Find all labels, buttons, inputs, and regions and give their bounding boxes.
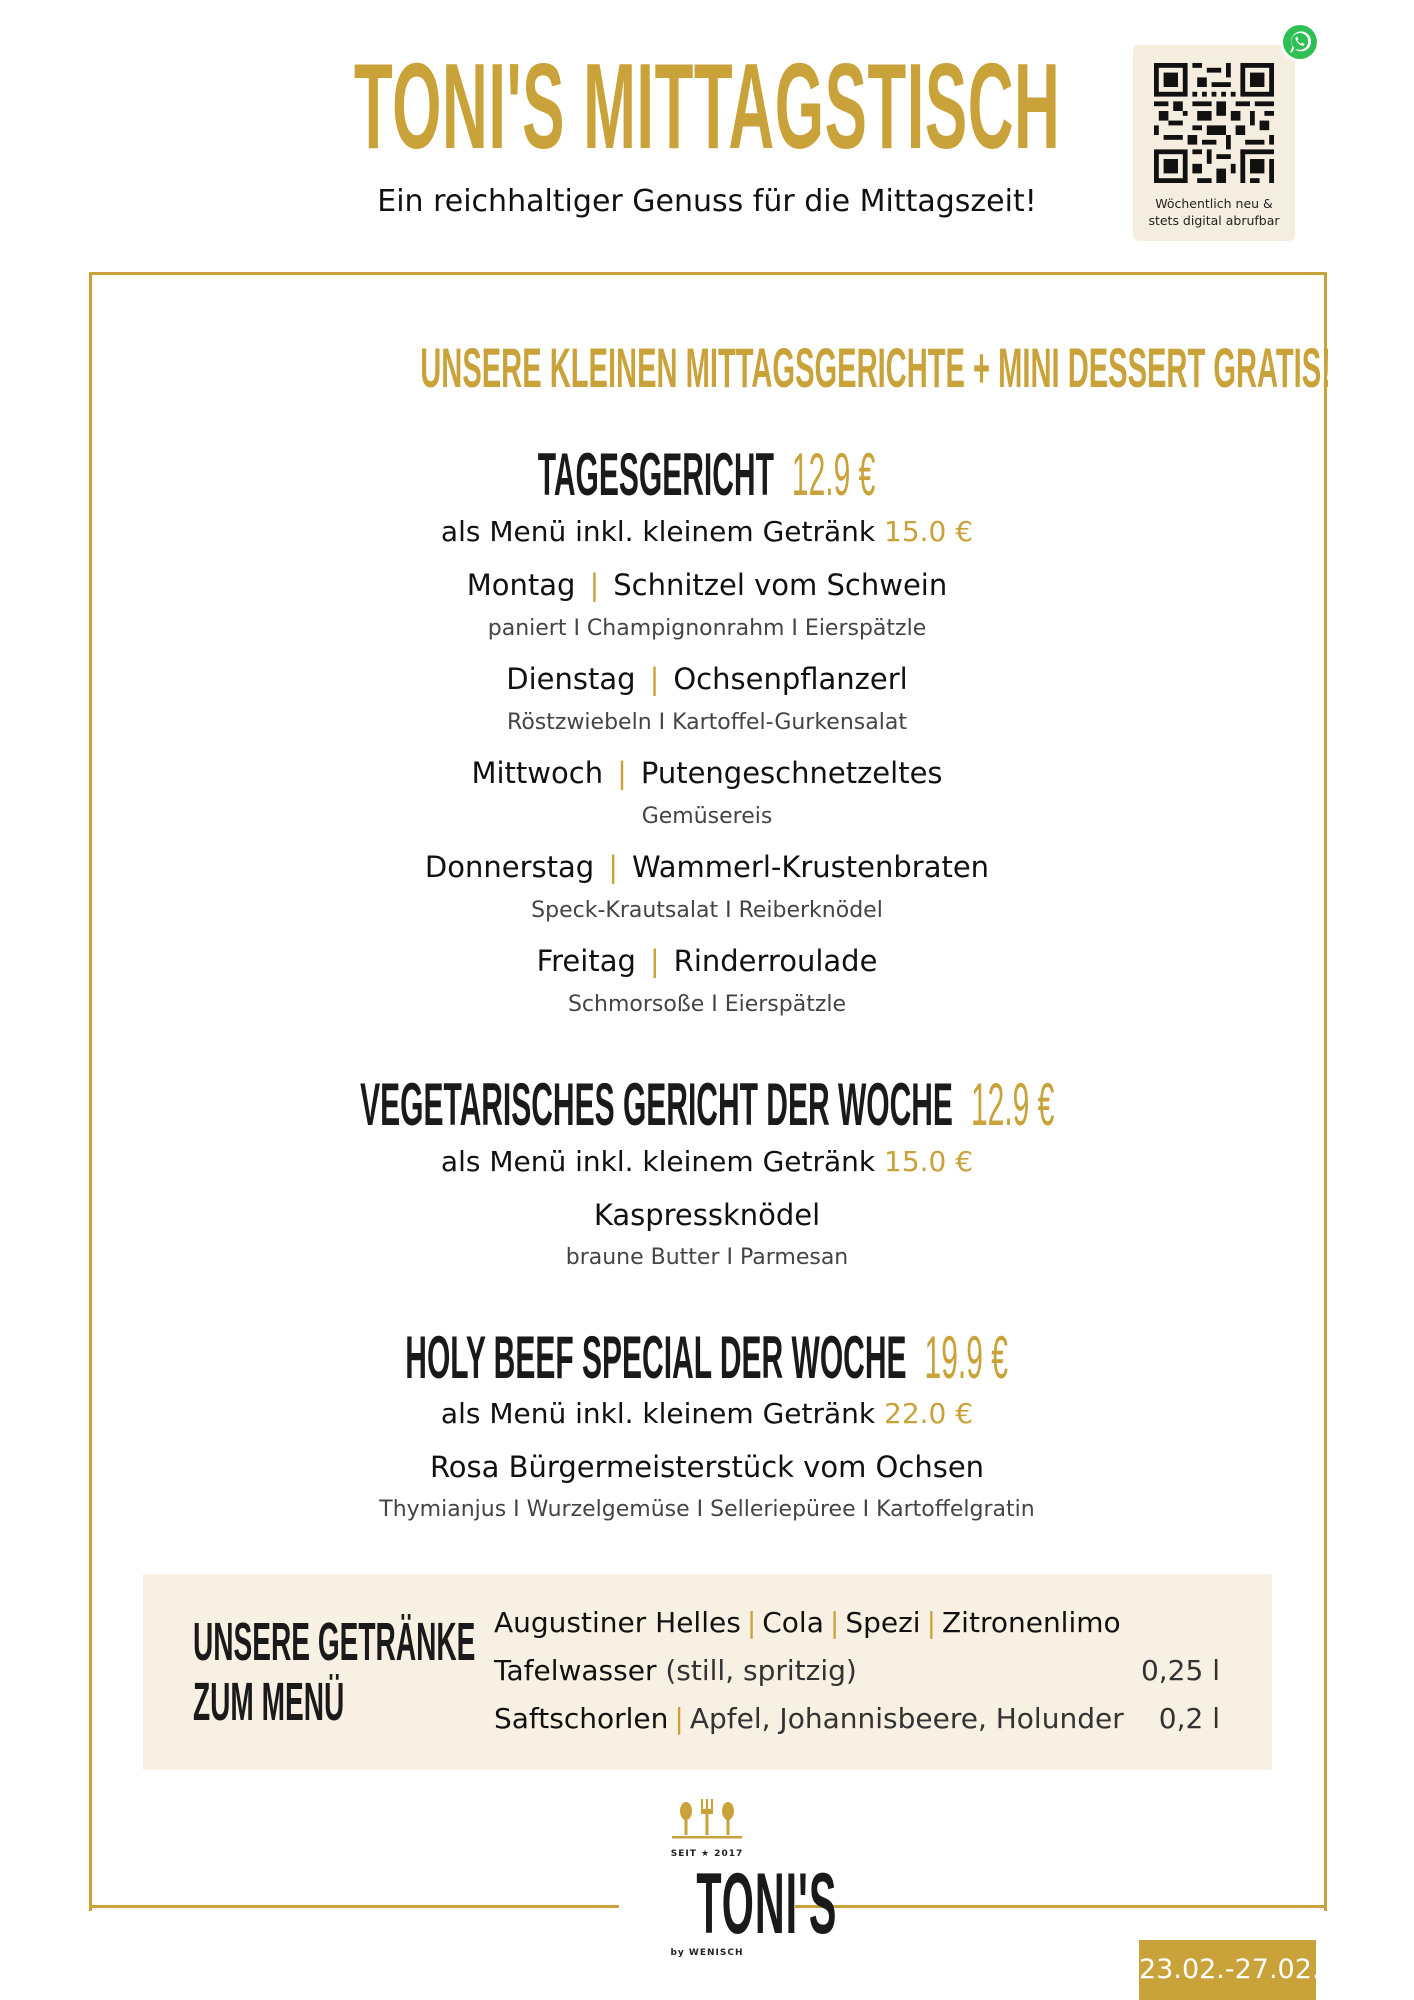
dish-description: Speck-Krautsalat I Reiberknödel — [531, 898, 883, 923]
drink-item: Zitronenlimo — [942, 1606, 1121, 1639]
day-name: Mittwoch — [471, 756, 604, 790]
separator: | — [674, 1702, 684, 1735]
qr-caption — [1133, 195, 1295, 229]
separator: | — [589, 568, 600, 602]
promo-heading — [0, 336, 1414, 399]
dish-name: Schnitzel vom Schwein — [613, 568, 948, 602]
qr-caption-line2: stets digital abrufbar — [1148, 213, 1280, 228]
section-title: VEGETARISCHES GERICHT DER WOCHE — [359, 1071, 953, 1138]
qr-code[interactable] — [1154, 63, 1274, 183]
section-heading-wrap — [405, 1324, 1009, 1391]
menu-offer-price: 15.0 € — [884, 1145, 974, 1178]
day-row-tuesday — [0, 662, 1414, 696]
section-tagesgericht-heading — [0, 441, 1414, 508]
section-vegetarisch-heading — [0, 1071, 1414, 1138]
section-price: 19.9 € — [924, 1324, 1009, 1391]
drinks-heading-line2: ZUM MENÜ — [193, 1672, 345, 1732]
dish-description: Thymianjus I Wurzelgemüse I Selleriepüree I Kartoffelgratin — [379, 1497, 1035, 1522]
drink-item: Spezi — [845, 1606, 921, 1639]
page-subtitle: Ein reichhaltiger Genuss für die Mittagszeit! — [377, 184, 1037, 219]
whatsapp-icon[interactable] — [1279, 21, 1321, 63]
cutlery-icon — [672, 1797, 742, 1843]
drink-item: Augustiner Helles — [494, 1606, 741, 1639]
dish-name: Putengeschnetzeltes — [640, 756, 943, 790]
separator: | — [649, 944, 660, 978]
frame-bottom-right — [795, 1905, 1324, 1908]
dish-description: Röstzwiebeln I Kartoffel-Gurkensalat — [507, 710, 907, 735]
separator: | — [746, 1606, 757, 1639]
toni-logo — [620, 1797, 838, 1967]
separator: | — [649, 662, 660, 696]
section-heading-wrap — [359, 1071, 1055, 1138]
drink-detail: Apfel, Johannisbeere, Holunder — [689, 1702, 1124, 1735]
drinks-row-2 — [494, 1654, 857, 1687]
section-title: HOLY BEEF SPECIAL DER WOCHE — [405, 1324, 907, 1391]
menu-offer-line — [0, 1397, 1414, 1430]
section-price: 12.9 € — [792, 441, 876, 508]
separator: | — [926, 1606, 936, 1639]
menu-offer-price: 22.0 € — [884, 1397, 974, 1430]
date-range-badge: 23.02.-27.02. — [1139, 1940, 1316, 2000]
drinks-row-3 — [494, 1702, 1124, 1735]
dish-description: Gemüsereis — [641, 804, 773, 829]
section-price: 12.9 € — [970, 1071, 1055, 1138]
dish-description: paniert I Champignonrahm I Eierspätzle — [487, 616, 927, 641]
menu-offer-line — [0, 1145, 1414, 1178]
day-row-wednesday — [0, 756, 1414, 790]
section-heading-wrap — [538, 441, 876, 508]
menu-offer-label: als Menü inkl. kleinem Getränk — [440, 1145, 876, 1178]
day-row-monday — [0, 568, 1414, 602]
dish-name: Ochsenpflanzerl — [673, 662, 908, 696]
drink-volume: 0,2 l — [1158, 1702, 1220, 1735]
drink-item: Tafelwasser — [494, 1654, 657, 1687]
drink-item: Saftschorlen — [494, 1702, 669, 1735]
separator: | — [608, 850, 618, 884]
dish-description: Schmorsoße I Eierspätzle — [567, 992, 847, 1017]
qr-card[interactable] — [1133, 45, 1295, 241]
drinks-heading-line1: UNSERE GETRÄNKE — [193, 1612, 476, 1672]
day-row-friday — [0, 944, 1414, 978]
dish-name: Rosa Bürgermeisterstück vom Ochsen — [429, 1450, 985, 1484]
dish-name: Wammerl-Krustenbraten — [631, 850, 990, 884]
menu-offer-price: 15.0 € — [884, 515, 974, 548]
drink-item: Cola — [762, 1606, 824, 1639]
page-title-text: TONI'S MITTAGSTISCH — [353, 38, 1061, 174]
drinks-box — [143, 1574, 1272, 1770]
section-title: TAGESGERICHT — [538, 441, 775, 508]
logo-name — [620, 1856, 838, 1952]
day-name: Donnerstag — [424, 850, 595, 884]
logo-by: by WENISCH — [670, 1948, 744, 1958]
day-name: Freitag — [536, 944, 636, 978]
drinks-row-1 — [494, 1606, 1121, 1639]
menu-offer-label: als Menü inkl. kleinem Getränk — [440, 1397, 876, 1430]
frame-bottom-left — [89, 1905, 619, 1908]
qr-caption-line1: Wöchentlich neu & — [1155, 196, 1273, 211]
logo-since: SEIT ★ 2017 — [670, 1849, 744, 1859]
promo-heading-text: UNSERE KLEINEN MITTAGSGERICHTE + MINI DESSERT GRATIS! — [420, 336, 1331, 399]
day-row-thursday — [0, 850, 1414, 884]
drink-detail: (still, spritzig) — [665, 1654, 857, 1687]
drink-volume: 0,25 l — [1140, 1654, 1220, 1687]
separator: | — [829, 1606, 840, 1639]
separator: | — [617, 756, 627, 790]
menu-offer-label: als Menü inkl. kleinem Getränk — [440, 515, 876, 548]
menu-offer-line — [0, 515, 1414, 548]
section-holybeef-heading — [0, 1324, 1414, 1391]
logo-name-text: TONI'S — [696, 1856, 838, 1952]
dish-name: Rinderroulade — [673, 944, 878, 978]
day-name: Montag — [466, 568, 576, 602]
day-name: Dienstag — [506, 662, 636, 696]
dish-name: Kaspressknödel — [593, 1198, 821, 1232]
dish-description: braune Butter I Parmesan — [565, 1245, 849, 1270]
